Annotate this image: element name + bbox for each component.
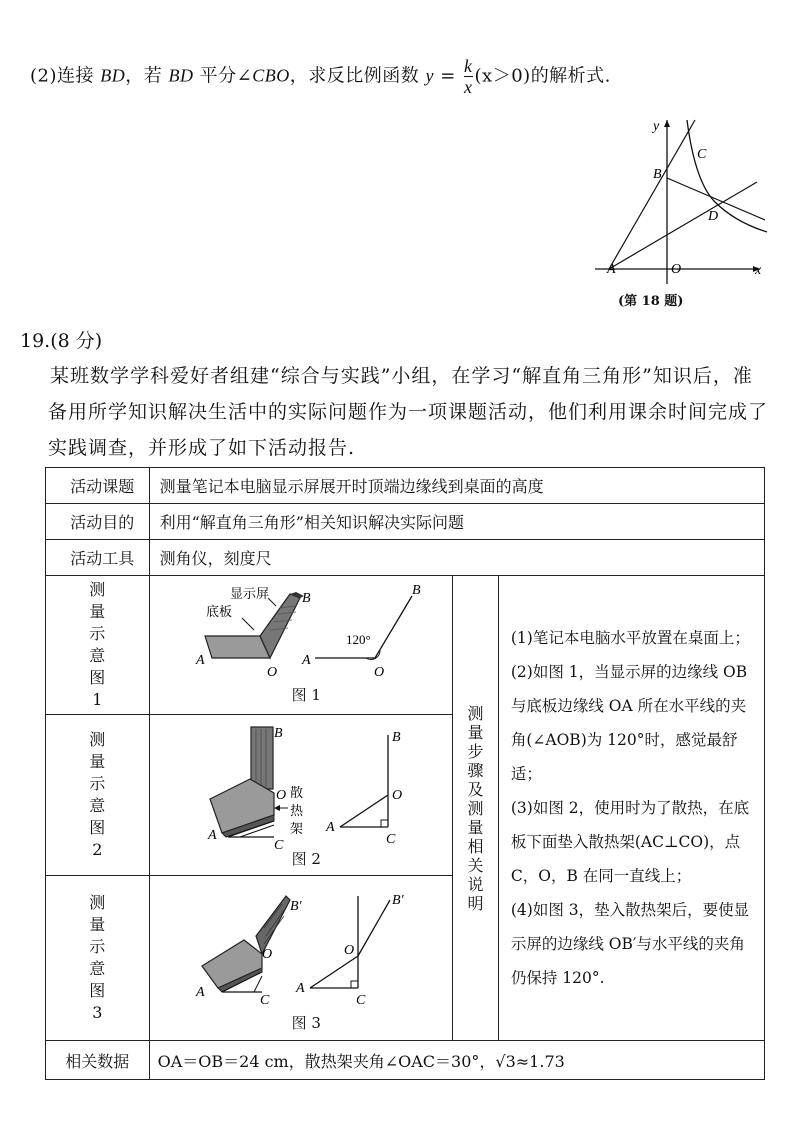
fig1-screen-label: 显示屏 <box>229 587 269 602</box>
data-text: OA＝OB＝24 cm，散热架夹角∠OAC＝30°，√3≈1.73 <box>149 1041 764 1080</box>
fig2-label-a-right: A <box>325 820 335 835</box>
report-row <box>46 504 765 540</box>
figure-2-cell <box>149 715 453 876</box>
row-text: 测量笔记本电脑显示屏展开时顶端边缘线到桌面的高度 <box>149 468 764 504</box>
fig1-label-b-left: B <box>301 591 311 606</box>
diagram-label-3: 测 量 示 意 图 3 <box>46 876 150 1041</box>
fig18-label-o: O <box>671 262 682 277</box>
fig2-stand-2: 热 <box>289 804 303 819</box>
fig3-label-a-left: A <box>195 985 205 1000</box>
fig18-caption: (第 18 题) <box>618 294 684 309</box>
fig3-label-c-left: C <box>259 993 269 1008</box>
q19-intro: 某班数学学科爱好者组建“综合与实践”小组，在学习“解直角三角形”知识后，准备用所学知识解决生活中的实际问题作为一项课题活动，他们利用课余时间完成了实践调查，并形成了如下活动报告. <box>48 365 769 459</box>
diagram-label-2: 测 量 示 意 图 2 <box>46 715 150 876</box>
figure-18 <box>595 112 775 287</box>
step-2: (2)如图 1，当显示屏的边缘线 OB 与底板边缘线 OA 所在水平线的夹角(∠AOB)为 120°时，感觉最舒适； <box>510 663 748 783</box>
fig1-label-a-left: A <box>195 653 205 668</box>
figure-3-cell <box>149 876 453 1041</box>
fig2-label-o-left: O <box>275 788 286 803</box>
fig3-label-c-right: C <box>355 993 365 1008</box>
fig1-base-label: 底板 <box>205 605 232 620</box>
fig1-label-a-right: A <box>301 653 311 668</box>
row-label: 活动工具 <box>46 540 150 576</box>
fig2-stand-1: 散 <box>289 786 303 801</box>
step-4: (4)如图 3，垫入散热架后，要使显示屏的边缘线 OB′与水平线的夹角仍保持 120°. <box>510 901 750 987</box>
report-row <box>46 468 765 504</box>
fig1-label-b-right: B <box>411 583 421 598</box>
activity-report-table <box>45 467 765 1080</box>
fig3-label-a-right: A <box>295 981 305 996</box>
diagram-row-1 <box>46 576 765 715</box>
fig18-label-d: D <box>708 209 719 224</box>
fig18-label-x: x <box>755 263 762 278</box>
q19-header: 19.(8 分) <box>20 330 103 352</box>
steps-text <box>498 576 764 1041</box>
fig2-label-c-right: C <box>385 832 395 847</box>
fig3-label-o-right: O <box>343 943 354 958</box>
fig3-label-o-left: O <box>261 947 272 962</box>
figure-1-caption: 图 1 <box>291 686 321 704</box>
row-label: 活动目的 <box>46 504 150 540</box>
fig2-label-b-left: B <box>273 726 283 741</box>
fig18-label-y: y <box>653 119 660 134</box>
row-label: 活动课题 <box>46 468 150 504</box>
fig1-angle-label: 120° <box>345 632 371 647</box>
fig18-label-b: B <box>653 167 662 182</box>
diagram-label-1: 测 量 示 意 图 1 <box>46 576 150 715</box>
steps-label: 测 量 步 骤 及 测 量 相 关 说 明 <box>453 576 499 1041</box>
figure-3-caption: 图 3 <box>291 1014 321 1032</box>
step-3: (3)如图 2，使用时为了散热，在底板下面垫入散热架(AC⊥CO)，点 C，O，B 在同一直线上； <box>510 799 750 885</box>
fig1-label-o-left: O <box>266 665 277 680</box>
fig18-label-a: A <box>607 262 616 277</box>
figure-2-caption: 图 2 <box>291 850 321 868</box>
fig1-label-o-right: O <box>373 665 384 680</box>
fig2-label-o-right: O <box>391 788 402 803</box>
fig18-label-c: C <box>697 147 707 162</box>
row-text: 利用“解直角三角形”相关知识解决实际问题 <box>149 504 764 540</box>
data-label: 相关数据 <box>46 1041 150 1080</box>
question-part-2: (2)连接 BD，若 BD 平分∠CBO，求反比例函数 y = $\frac{k}{x}$ (x＞0)的解析式. <box>30 56 611 97</box>
fig2-stand-3: 架 <box>289 822 303 837</box>
fig2-label-c-left: C <box>273 838 283 853</box>
report-row <box>46 540 765 576</box>
step-1: (1)笔记本电脑水平放置在桌面上； <box>510 629 750 647</box>
fraction-k-over-x: $\frac{k}{x}$ <box>464 56 473 97</box>
row-text: 测角仪，刻度尺 <box>149 540 764 576</box>
fig2-label-a-left: A <box>207 828 217 843</box>
fig3-label-b-right: B′ <box>391 893 404 908</box>
figure-1-cell <box>149 576 453 715</box>
fig2-label-b-right: B <box>391 730 401 745</box>
report-data-row <box>46 1041 765 1080</box>
fig3-label-b-left: B′ <box>289 899 302 914</box>
